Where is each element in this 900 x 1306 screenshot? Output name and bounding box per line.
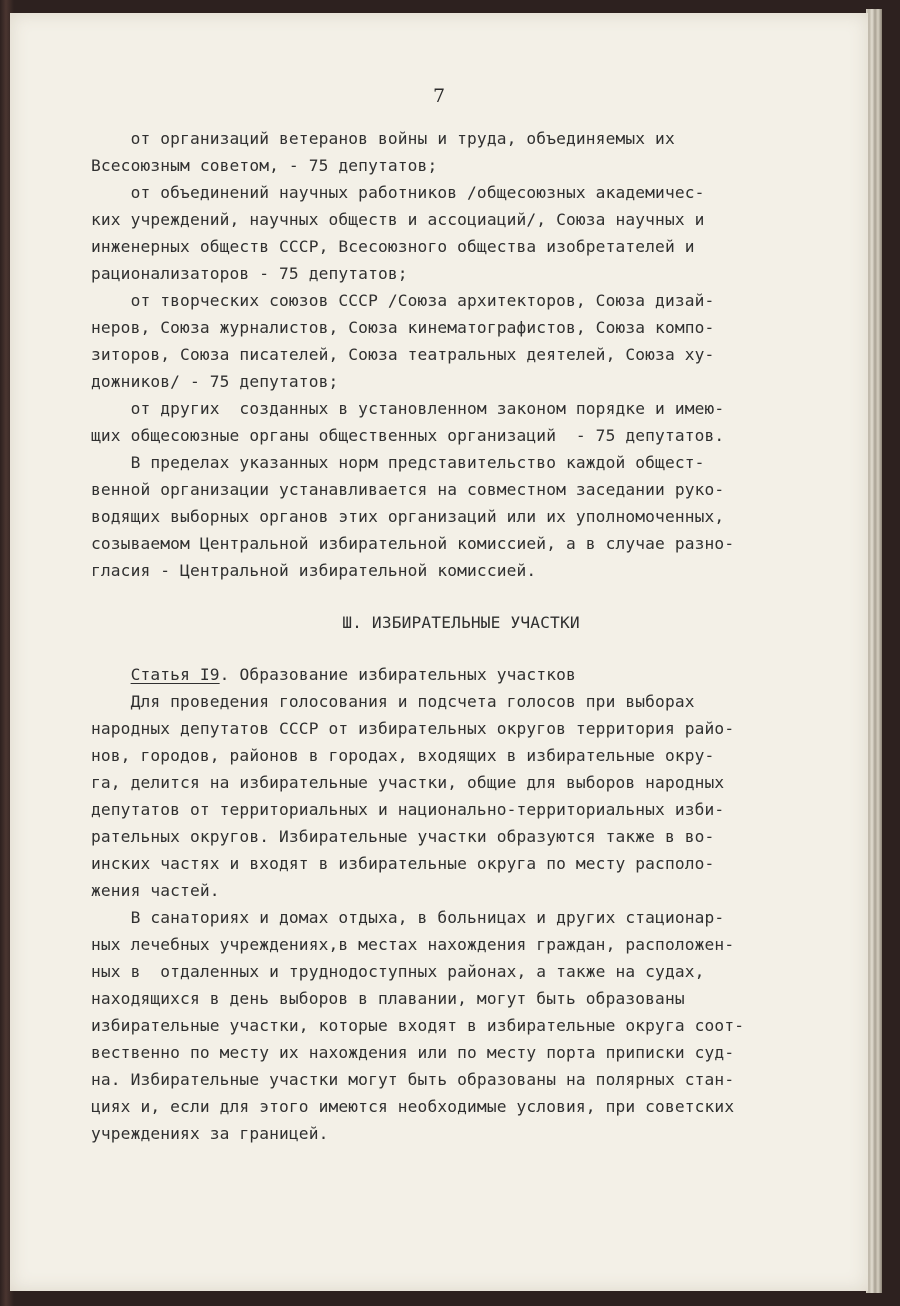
paragraph-representation-norms bbox=[91, 125, 821, 584]
text-line: зиторов, Союза писателей, Союза театральных деятелей, Союза ху- bbox=[91, 345, 715, 364]
text-line: учреждениях за границей. bbox=[91, 1124, 329, 1143]
text-line: находящихся в день выборов в плавании, могут быть образованы bbox=[91, 989, 685, 1008]
article-heading bbox=[91, 661, 821, 688]
page-stack-edge bbox=[866, 9, 882, 1293]
page-body bbox=[91, 125, 821, 1147]
text-line: Всесоюзным советом, - 75 депутатов; bbox=[91, 156, 438, 175]
document-page bbox=[10, 13, 868, 1291]
text-line: ких учреждений, научных обществ и ассоциаций/, Союза научных и bbox=[91, 210, 705, 229]
text-line: рационализаторов - 75 депутатов; bbox=[91, 264, 408, 283]
text-line: от организаций ветеранов войны и труда, объединяемых их bbox=[91, 129, 675, 148]
section-heading: Ш. ИЗБИРАТЕЛЬНЫЕ УЧАСТКИ bbox=[342, 613, 580, 632]
text-line: га, делится на избирательные участки, общие для выборов народных bbox=[91, 773, 725, 792]
text-line: народных депутатов СССР от избирательных округов территория райо- bbox=[91, 719, 735, 738]
text-line: инженерных обществ СССР, Всесоюзного общества изобретателей и bbox=[91, 237, 695, 256]
text-line: дожников/ - 75 депутатов; bbox=[91, 372, 339, 391]
text-line: созываемом Центральной избирательной комиссией, а в случае разно- bbox=[91, 534, 735, 553]
text-line: депутатов от территориальных и национально-территориальных изби- bbox=[91, 800, 725, 819]
text-line: Для проведения голосования и подсчета голосов при выборах bbox=[91, 692, 695, 711]
text-line: ных лечебных учреждениях,в местах нахождения граждан, расположен- bbox=[91, 935, 735, 954]
spacer bbox=[91, 636, 821, 661]
paragraph-polling-stations bbox=[91, 688, 821, 904]
article-title: . Образование избирательных участков bbox=[219, 665, 576, 684]
text-line: нов, городов, районов в городах, входящих в избирательные окру- bbox=[91, 746, 715, 765]
text-line: от творческих союзов СССР /Союза архитекторов, Союза дизай- bbox=[91, 291, 715, 310]
article-label: Статья I9 bbox=[130, 665, 220, 684]
text-line: рательных округов. Избирательные участки образуются также в во- bbox=[91, 827, 715, 846]
text-line: на. Избирательные участки могут быть образованы на полярных стан- bbox=[91, 1070, 735, 1089]
text-line: избирательные участки, которые входят в избирательные округа соот- bbox=[91, 1016, 745, 1035]
text-line: щих общесоюзные органы общественных организаций - 75 депутатов. bbox=[91, 426, 725, 445]
text-line: от объединений научных работников /общесоюзных академичес- bbox=[91, 183, 705, 202]
text-line: жения частей. bbox=[91, 881, 220, 900]
text-line: инских частях и входят в избирательные округа по месту располо- bbox=[91, 854, 715, 873]
text-line: вественно по месту их нахождения или по месту порта приписки суд- bbox=[91, 1043, 735, 1062]
text-line: неров, Союза журналистов, Союза кинематографистов, Союза компо- bbox=[91, 318, 715, 337]
paragraph-special-stations bbox=[91, 904, 821, 1147]
page-number: 7 bbox=[432, 85, 446, 107]
spacer bbox=[91, 584, 821, 609]
text-line: ных в отдаленных и труднодоступных районах, а также на судах, bbox=[91, 962, 705, 981]
text-line: водящих выборных органов этих организаций или их уполномоченных, bbox=[91, 507, 725, 526]
text-line: В санаториях и домах отдыха, в больницах и других стационар- bbox=[91, 908, 725, 927]
text-line: от других созданных в установленном законом порядке и имею- bbox=[91, 399, 725, 418]
text-line: циях и, если для этого имеются необходимые условия, при советских bbox=[91, 1097, 735, 1116]
text-line: венной организации устанавливается на совместном заседании руко- bbox=[91, 480, 725, 499]
text-line: гласия - Центральной избирательной комиссией. bbox=[91, 561, 537, 580]
text-line: В пределах указанных норм представительство каждой общест- bbox=[91, 453, 705, 472]
